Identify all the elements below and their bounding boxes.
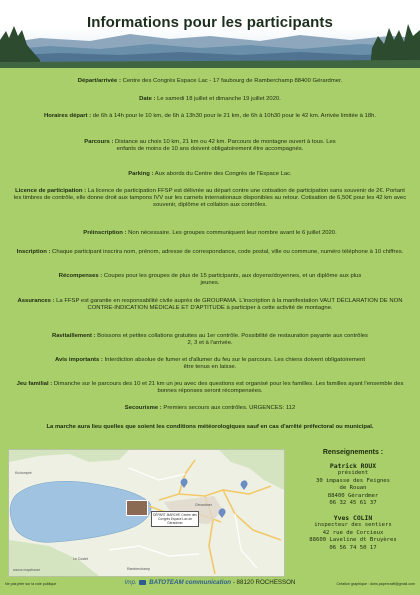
section-preinscription — [10, 230, 410, 237]
contact-block — [294, 449, 412, 575]
section-text: Boissons et petites collations gratuites au 1er contrôle. Possibilité de restauration payante aux contrôles 2, 3 et à l'arrivée. — [95, 333, 368, 347]
section-assurances — [10, 298, 410, 312]
contact-line: 30 impasse des Feignes — [315, 477, 391, 484]
section-text: Interdiction absolue de fumer et d'allumer du feu sur le parcours. Les chiens doivent obligatoirement être tenus en laisse. — [102, 357, 365, 371]
header-banner — [0, 0, 420, 68]
section-label: Licence de participation : — [15, 188, 87, 194]
mountain-landscape-icon — [0, 0, 420, 68]
section-horaires — [10, 113, 410, 120]
map-place-gerardmer: Gérardmer — [195, 503, 212, 507]
section-licence — [10, 188, 410, 209]
section-label: Ravitaillement : — [52, 333, 96, 339]
section-text: Le samedi 18 juillet et dimanche 19 juillet 2020. — [155, 96, 281, 102]
section-label: Récompenses : — [58, 273, 103, 279]
map-place-costet: Le Costet — [73, 557, 88, 561]
section-text: Distance au choix 10 km, 21 km ou 42 km. Parcours de montagne ouvert à tous. Les enfants de moins de 10 ans doivent obligatoirement être accompagnés. — [113, 139, 336, 153]
footer — [0, 577, 420, 595]
section-inscription — [10, 249, 410, 256]
contact-line: 88600 Laveline dt Bruyères — [309, 537, 397, 544]
contact-phone[interactable]: 06 32 45 61 37 — [329, 500, 377, 507]
contact-line: 88400 Gérardmer — [327, 492, 379, 499]
section-label: Assurances : — [17, 298, 55, 304]
weather-notice: La marche aura lieu quelles que soient les conditions météorologiques sauf en cas d'arrêté préfectoral ou municipal. — [46, 424, 374, 430]
section-text: Premiers secours aux contrôles. URGENCES: 112 — [161, 405, 296, 411]
section-date — [10, 96, 410, 103]
section-text: de 6h à 14h pour le 10 km, de 6h à 13h30 pour le 21 km, de 6h à 10h30 pour le 42 km. Arrivée limitée à 18h. — [91, 113, 377, 119]
venue-photo — [126, 500, 148, 516]
contact-name: Patrick ROUX — [329, 462, 377, 470]
section-text: Non nécessaire. Les groupes communiquent leur nombre avant le 6 juillet 2020. — [126, 230, 337, 236]
footer-disclaimer: Ne pas jeter sur la voie publique — [5, 582, 57, 586]
footer-imp: Imp. — [124, 579, 137, 586]
section-label: Secourisme : — [124, 405, 162, 411]
section-ravitaillement — [10, 333, 410, 347]
section-secourisme — [10, 405, 410, 412]
contact-name: Yves COLIN — [333, 513, 373, 522]
contact-line: inspecteur des sentiers — [314, 521, 392, 528]
section-depart — [10, 78, 410, 85]
section-text: Aux abords du Centre des Congrès de l'Espace Lac. — [153, 171, 292, 177]
section-label: Préinscription : — [83, 230, 127, 236]
batoteam-logo-icon — [139, 580, 146, 585]
page-title: Informations pour les participants — [87, 14, 333, 31]
map-attribution: source mapsfrance — [13, 568, 41, 572]
section-recompenses — [10, 273, 410, 287]
section-parcours — [10, 139, 410, 153]
section-text: La licence de participation FFSP est délivrée au départ contre une cotisation de participation sans souvenir de 2€. Portant les timbres de contrôle, elle donne droit aux tampons IVV sur les carnets internationaux disponibles au retour. Cotisation de 6,50€ pour les 42 km avec souvenir, diplôme et collation aux contrôles. — [13, 188, 407, 209]
footer-address: - 88120 ROCHESSON — [231, 579, 296, 586]
section-label: Inscription : — [16, 249, 51, 255]
section-text: La FFSP est garantie en responsabilité civile auprès de GROUPAMA. L'inscription à la manifestation VAUT DÉCLARATION DE NON CONTRE-INDICATION MÉDICALE ET D'APTITUDE à participer à cette activité de montagne. — [54, 298, 403, 312]
section-label: Date : — [139, 96, 156, 102]
footer-company: BATOTEAM communication — [149, 579, 232, 586]
section-label: Parking : — [128, 171, 154, 177]
location-map[interactable] — [8, 449, 285, 577]
map-place-ramberchamp: Ramberchamp — [127, 567, 150, 571]
section-label: Jeu familial : — [16, 381, 53, 387]
contact-line: de Rouan — [339, 485, 367, 492]
info-sections — [10, 78, 410, 508]
section-label: Avis importants : — [54, 357, 103, 363]
map-start-label: DÉPART MARCHE Centre des Congrès Espace Lac de Gérardmer — [151, 511, 199, 527]
contacts-heading: Renseignements : — [322, 449, 384, 456]
section-avis — [10, 357, 410, 371]
section-text: Coupes pour les groupes de plus de 15 participants, aux doyens/doyennes, et un diplôme aux plus jeunes. — [102, 273, 362, 287]
section-text: Dimanche sur le parcours des 10 et 21 km un jeu avec des questions est organisé pour les familles. Les familles ayant l'ensemble des bonnes réponses seront récompensées. — [52, 381, 404, 395]
contact-phone[interactable]: 06 56 74 50 17 — [329, 544, 377, 551]
section-parking — [10, 171, 410, 178]
section-label: Horaires départ : — [43, 113, 92, 119]
contact-line: 42 rue de Corcieux — [322, 529, 384, 536]
contact-line: président — [337, 470, 369, 476]
map-place-kichompre: Kichompré — [15, 471, 32, 475]
footer-credit: Création graphique : doris.papercraft@gmail.com — [336, 582, 415, 586]
section-label: Départ/arrivée : — [77, 78, 121, 84]
section-label: Parcours : — [84, 139, 114, 145]
section-jeu — [10, 381, 410, 395]
bottom-area — [8, 449, 412, 575]
section-text: Centre des Congrès Espace Lac - 17 faubourg de Ramberchamp 88400 Gérardmer. — [120, 78, 343, 84]
section-text: Chaque participant inscrira nom, prénom, adresse de correspondance, code postal, ville ou commune, numéro téléphone à 10 chiffres. — [50, 249, 404, 255]
